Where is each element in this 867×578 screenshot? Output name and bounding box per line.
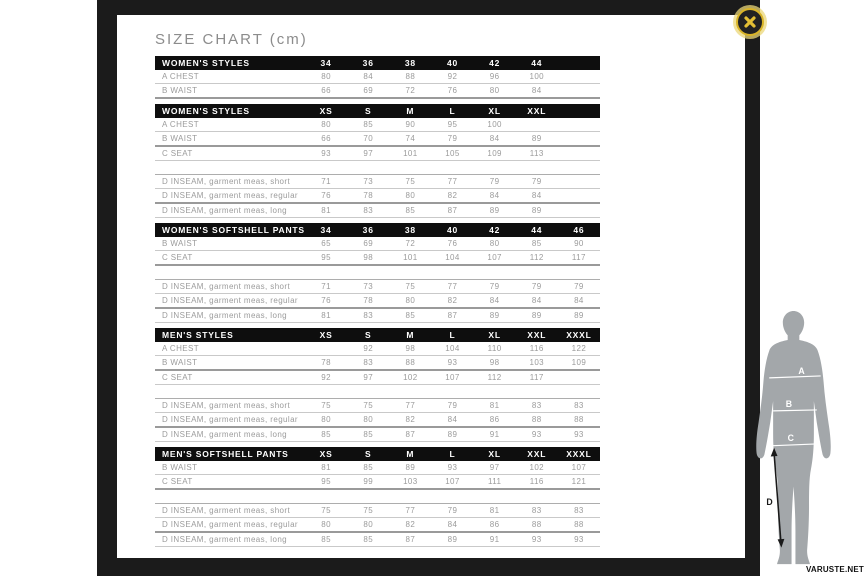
value-cell: 93 <box>531 430 542 439</box>
value-cell: 72 <box>405 239 416 248</box>
value-cell: 89 <box>531 206 542 215</box>
value-cell: 75 <box>363 401 374 410</box>
size-table-title: MEN'S SOFTSHELL PANTS <box>162 449 289 459</box>
size-chart-panel <box>117 15 805 558</box>
value-cell: 81 <box>321 463 331 472</box>
table-row <box>155 309 600 323</box>
value-cell: 100 <box>487 120 502 129</box>
value-cell: 89 <box>405 463 416 472</box>
value-cell: 78 <box>321 358 331 367</box>
table-row <box>155 175 600 189</box>
size-column-header: S <box>364 330 372 340</box>
value-cell: 112 <box>487 373 502 382</box>
value-cell: 104 <box>445 253 460 262</box>
seat-label: C <box>787 432 794 443</box>
size-table-title: MEN'S STYLES <box>162 330 234 340</box>
value-cell: 80 <box>489 239 500 248</box>
table-row <box>155 204 600 218</box>
value-cell: 97 <box>363 373 374 382</box>
value-cell: 77 <box>405 506 416 515</box>
row-label: B WAIST <box>162 86 198 95</box>
value-cell: 79 <box>531 282 542 291</box>
value-cell: 83 <box>531 506 542 515</box>
value-cell: 84 <box>531 191 542 200</box>
table-row <box>155 84 600 99</box>
value-cell: 111 <box>487 477 502 486</box>
size-column-header: L <box>449 106 456 116</box>
row-label: D INSEAM, garment meas, short <box>162 177 291 186</box>
value-cell: 88 <box>574 520 584 529</box>
size-column-header: L <box>449 330 456 340</box>
spacer-row <box>155 266 600 280</box>
value-cell: 85 <box>405 206 416 215</box>
size-table-header <box>155 328 600 342</box>
size-column-header: 34 <box>320 58 332 68</box>
value-cell: 93 <box>531 535 542 544</box>
size-column-header: 44 <box>531 225 543 235</box>
value-cell: 87 <box>405 430 416 439</box>
value-cell: 88 <box>574 415 584 424</box>
value-cell: 80 <box>321 520 331 529</box>
value-cell: 86 <box>489 415 500 424</box>
value-cell: 71 <box>321 177 331 186</box>
value-cell: 109 <box>571 358 587 367</box>
size-column-header: S <box>364 449 372 459</box>
value-cell: 72 <box>405 86 416 95</box>
value-cell: 83 <box>574 401 584 410</box>
value-cell: 85 <box>531 239 542 248</box>
size-column-header: 42 <box>489 58 501 68</box>
value-cell: 107 <box>571 463 587 472</box>
value-cell: 69 <box>363 239 374 248</box>
table-row <box>155 413 600 428</box>
row-label: B WAIST <box>162 239 198 248</box>
size-column-header: 44 <box>531 58 543 68</box>
value-cell: 83 <box>531 401 542 410</box>
value-cell: 84 <box>489 191 500 200</box>
size-table <box>155 104 600 218</box>
value-cell: 78 <box>363 296 374 305</box>
value-cell: 107 <box>445 477 460 486</box>
table-row <box>155 475 600 490</box>
value-cell: 75 <box>321 401 331 410</box>
size-table <box>155 447 600 547</box>
size-table-title: WOMEN'S STYLES <box>162 58 250 68</box>
value-cell: 96 <box>489 72 500 81</box>
row-label: C SEAT <box>162 149 193 158</box>
value-cell: 83 <box>574 506 584 515</box>
value-cell: 103 <box>529 358 545 367</box>
page-title: SIZE CHART (cm) <box>155 31 308 48</box>
value-cell: 93 <box>574 535 584 544</box>
value-cell: 93 <box>447 463 458 472</box>
table-row <box>155 342 600 356</box>
value-cell: 91 <box>489 430 500 439</box>
value-cell: 80 <box>405 296 416 305</box>
value-cell: 112 <box>529 253 544 262</box>
value-cell: 95 <box>447 120 458 129</box>
value-cell: 84 <box>489 134 500 143</box>
value-cell: 122 <box>571 344 587 353</box>
value-cell: 92 <box>321 373 331 382</box>
size-column-header: 38 <box>404 225 416 235</box>
table-row <box>155 504 600 518</box>
value-cell: 85 <box>363 463 374 472</box>
size-column-header: S <box>364 106 372 116</box>
value-cell: 81 <box>489 506 500 515</box>
size-table-header <box>155 56 600 70</box>
value-cell: 89 <box>489 311 500 320</box>
waist-label: B <box>785 398 793 409</box>
value-cell: 85 <box>363 430 374 439</box>
value-cell: 95 <box>321 253 331 262</box>
size-column-header: XXL <box>527 330 547 340</box>
row-label: C SEAT <box>162 477 193 486</box>
value-cell: 80 <box>405 191 416 200</box>
size-table-header <box>155 447 600 461</box>
value-cell: 89 <box>531 134 542 143</box>
value-cell: 98 <box>405 344 416 353</box>
row-label: D INSEAM, garment meas, short <box>162 282 291 291</box>
value-cell: 92 <box>447 72 458 81</box>
size-column-header: XXL <box>527 106 547 116</box>
table-row <box>155 132 600 147</box>
value-cell: 80 <box>321 415 331 424</box>
value-cell: 80 <box>363 415 374 424</box>
row-label: B WAIST <box>162 463 198 472</box>
table-row <box>155 428 600 442</box>
value-cell: 79 <box>574 282 584 291</box>
value-cell: 83 <box>363 206 374 215</box>
table-row <box>155 533 600 547</box>
value-cell: 98 <box>489 358 500 367</box>
value-cell: 117 <box>529 373 544 382</box>
row-label: B WAIST <box>162 134 198 143</box>
value-cell: 93 <box>447 358 458 367</box>
value-cell: 98 <box>363 253 374 262</box>
value-cell: 121 <box>571 477 587 486</box>
value-cell: 79 <box>489 282 500 291</box>
size-column-header: XL <box>488 449 501 459</box>
value-cell: 66 <box>321 86 331 95</box>
row-label: D INSEAM, garment meas, regular <box>162 520 298 529</box>
value-cell: 97 <box>489 463 500 472</box>
value-cell: 80 <box>321 72 331 81</box>
size-column-header: M <box>406 106 415 116</box>
table-row <box>155 399 600 413</box>
value-cell: 84 <box>531 86 542 95</box>
value-cell: 107 <box>445 373 460 382</box>
size-column-header: XS <box>319 330 333 340</box>
size-column-header: 42 <box>489 225 501 235</box>
value-cell: 95 <box>321 477 331 486</box>
size-table <box>155 223 600 323</box>
size-column-header: XL <box>488 106 501 116</box>
value-cell: 93 <box>321 149 331 158</box>
row-label: C SEAT <box>162 253 193 262</box>
row-label: D INSEAM, garment meas, regular <box>162 415 298 424</box>
size-column-header: XL <box>488 330 501 340</box>
value-cell: 102 <box>403 373 418 382</box>
value-cell: 79 <box>447 401 458 410</box>
value-cell: 81 <box>321 311 331 320</box>
value-cell: 87 <box>447 311 458 320</box>
row-label: A CHEST <box>162 120 200 129</box>
value-cell: 88 <box>405 72 416 81</box>
table-row <box>155 371 600 385</box>
value-cell: 89 <box>489 206 500 215</box>
value-cell: 83 <box>363 311 374 320</box>
value-cell: 109 <box>487 149 502 158</box>
value-cell: 89 <box>447 535 458 544</box>
value-cell: 82 <box>447 191 458 200</box>
value-cell: 91 <box>489 535 500 544</box>
value-cell: 77 <box>447 282 458 291</box>
size-column-header: 34 <box>320 225 332 235</box>
row-label: A CHEST <box>162 72 200 81</box>
value-cell: 74 <box>405 134 416 143</box>
size-column-header: L <box>449 449 456 459</box>
value-cell: 100 <box>529 72 545 81</box>
size-table-header <box>155 104 600 118</box>
value-cell: 110 <box>487 344 502 353</box>
value-cell: 86 <box>489 520 500 529</box>
value-cell: 113 <box>529 149 544 158</box>
value-cell: 76 <box>447 86 458 95</box>
size-column-header: 36 <box>362 58 374 68</box>
size-column-header: XXL <box>527 449 547 459</box>
spacer-row <box>155 490 600 504</box>
value-cell: 85 <box>321 430 331 439</box>
inseam-label: D <box>766 496 773 507</box>
size-column-header: XXXL <box>566 449 592 459</box>
value-cell: 73 <box>363 177 374 186</box>
size-column-header: XXXL <box>566 330 592 340</box>
value-cell: 77 <box>405 401 416 410</box>
row-label: C SEAT <box>162 373 193 382</box>
close-x-icon <box>743 15 757 29</box>
row-label: D INSEAM, garment meas, long <box>162 430 288 439</box>
row-label: A CHEST <box>162 344 200 353</box>
size-table <box>155 56 600 99</box>
value-cell: 76 <box>447 239 458 248</box>
table-row <box>155 294 600 309</box>
value-cell: 97 <box>363 149 374 158</box>
value-cell: 82 <box>447 296 458 305</box>
value-cell: 82 <box>405 415 416 424</box>
value-cell: 84 <box>574 296 584 305</box>
value-cell: 81 <box>489 401 500 410</box>
value-cell: 70 <box>363 134 374 143</box>
value-cell: 84 <box>531 296 542 305</box>
row-label: D INSEAM, garment meas, long <box>162 535 288 544</box>
value-cell: 79 <box>489 177 500 186</box>
value-cell: 89 <box>531 311 542 320</box>
value-cell: 84 <box>489 296 500 305</box>
value-cell: 84 <box>363 72 374 81</box>
size-column-header: M <box>406 449 415 459</box>
value-cell: 90 <box>574 239 584 248</box>
value-cell: 88 <box>531 520 542 529</box>
value-cell: 85 <box>363 120 374 129</box>
table-row <box>155 237 600 251</box>
value-cell: 78 <box>363 191 374 200</box>
site-watermark: VARUSTE.NET <box>805 565 864 574</box>
value-cell: 104 <box>445 344 460 353</box>
tables <box>155 56 600 552</box>
row-label: D INSEAM, garment meas, regular <box>162 296 298 305</box>
value-cell: 117 <box>571 253 586 262</box>
value-cell: 89 <box>574 311 584 320</box>
value-cell: 77 <box>447 177 458 186</box>
value-cell: 88 <box>531 415 542 424</box>
row-label: D INSEAM, garment meas, long <box>162 311 288 320</box>
value-cell: 101 <box>403 149 418 158</box>
value-cell: 83 <box>363 358 374 367</box>
value-cell: 93 <box>574 430 584 439</box>
value-cell: 85 <box>363 535 374 544</box>
row-label: D INSEAM, garment meas, short <box>162 401 291 410</box>
value-cell: 75 <box>363 506 374 515</box>
value-cell: 87 <box>405 535 416 544</box>
value-cell: 116 <box>529 477 544 486</box>
spacer-row <box>155 161 600 175</box>
size-column-header: 38 <box>404 58 416 68</box>
value-cell: 90 <box>405 120 416 129</box>
size-table-header <box>155 223 600 237</box>
value-cell: 69 <box>363 86 374 95</box>
value-cell: 85 <box>321 535 331 544</box>
table-row <box>155 461 600 475</box>
table-row <box>155 118 600 132</box>
size-column-header: XS <box>319 106 333 116</box>
value-cell: 85 <box>405 311 416 320</box>
value-cell: 84 <box>447 520 458 529</box>
size-column-header: M <box>406 330 415 340</box>
value-cell: 88 <box>405 358 416 367</box>
value-cell: 65 <box>321 239 331 248</box>
value-cell: 80 <box>363 520 374 529</box>
value-cell: 89 <box>447 430 458 439</box>
size-column-header: 46 <box>573 225 585 235</box>
close-button[interactable] <box>736 8 764 36</box>
table-row <box>155 280 600 294</box>
body-measurement-figure <box>745 305 842 573</box>
row-label: B WAIST <box>162 358 198 367</box>
table-row <box>155 147 600 161</box>
value-cell: 79 <box>447 506 458 515</box>
value-cell: 79 <box>531 177 542 186</box>
size-table <box>155 328 600 442</box>
value-cell: 116 <box>529 344 544 353</box>
size-column-header: XS <box>319 449 333 459</box>
table-row <box>155 189 600 204</box>
table-row <box>155 251 600 266</box>
value-cell: 99 <box>363 477 374 486</box>
value-cell: 87 <box>447 206 458 215</box>
value-cell: 76 <box>321 191 331 200</box>
value-cell: 101 <box>403 253 418 262</box>
size-table-title: WOMEN'S SOFTSHELL PANTS <box>162 225 305 235</box>
table-row <box>155 70 600 84</box>
value-cell: 92 <box>363 344 374 353</box>
value-cell: 102 <box>529 463 545 472</box>
value-cell: 73 <box>363 282 374 291</box>
size-table-title: WOMEN'S STYLES <box>162 106 250 116</box>
value-cell: 66 <box>321 134 331 143</box>
value-cell: 105 <box>445 149 460 158</box>
value-cell: 103 <box>403 477 418 486</box>
size-column-header: 40 <box>446 225 459 235</box>
value-cell: 82 <box>405 520 416 529</box>
value-cell: 107 <box>487 253 502 262</box>
value-cell: 80 <box>489 86 500 95</box>
row-label: D INSEAM, garment meas, regular <box>162 191 298 200</box>
value-cell: 81 <box>321 206 331 215</box>
spacer-row <box>155 385 600 399</box>
table-row <box>155 356 600 371</box>
value-cell: 79 <box>447 134 458 143</box>
value-cell: 80 <box>321 120 331 129</box>
row-label: D INSEAM, garment meas, long <box>162 206 288 215</box>
row-label: D INSEAM, garment meas, short <box>162 506 291 515</box>
chest-label: A <box>798 366 805 377</box>
value-cell: 71 <box>321 282 331 291</box>
value-cell: 75 <box>405 282 416 291</box>
value-cell: 84 <box>447 415 458 424</box>
table-row <box>155 518 600 533</box>
size-column-header: 40 <box>446 58 459 68</box>
value-cell: 75 <box>321 506 331 515</box>
value-cell: 75 <box>405 177 416 186</box>
value-cell: 76 <box>321 296 331 305</box>
size-column-header: 36 <box>362 225 374 235</box>
